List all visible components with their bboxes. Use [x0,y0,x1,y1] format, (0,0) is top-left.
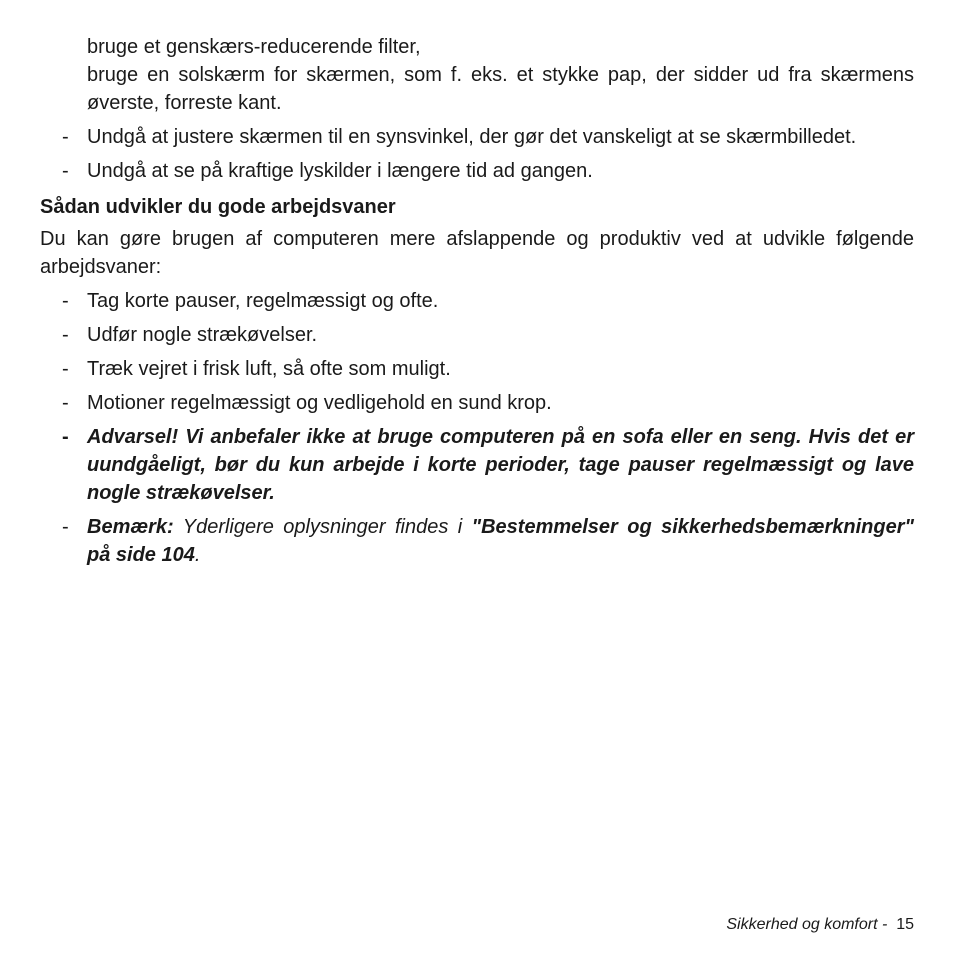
list-item-text: Træk vejret i frisk luft, så ofte som muligt. [87,358,451,380]
list-item-text: Tag korte pauser, regelmæssigt og ofte. [87,290,439,312]
list-item-text: Undgå at justere skærmen til en synsvinkel, der gør det vanskeligt at se skærmbilledet. [87,126,857,148]
list-item [40,123,914,151]
bullet-dash: - [62,290,69,312]
note-reference-link[interactable]: "Bestemmelser og sikkerhedsbemærkninger" på side 104 [87,516,914,566]
continuation-block [40,33,914,117]
bullet-dash: - [62,426,69,448]
note-end: . [194,544,201,566]
note-body [87,513,914,569]
warning-item [40,423,914,507]
list-item [40,389,914,417]
bullet-dash: - [62,516,69,538]
bullet-dash: - [62,324,69,346]
page-footer [726,916,914,934]
list-item [40,287,914,315]
continuation-line: bruge en solskærm for skærmen, som f. eks. et stykke pap, der sidder ud fra skærmens øverste, forreste kant. [87,64,914,114]
note-item [40,513,914,569]
section-heading: Sådan udvikler du gode arbejdsvaner [40,196,396,218]
list-item-text: Udfør nogle strækøvelser. [87,324,318,346]
bullet-dash: - [62,358,69,380]
warning-text: Advarsel! Vi anbefaler ikke at bruge computeren på en sofa eller en seng. Hvis det er uundgåeligt, bør du kun arbejde i korte perioder, tage pauser regelmæssigt og lave nogle strækøvelser. [87,426,914,504]
bullet-dash: - [62,392,69,414]
bullet-dash: - [62,126,69,148]
list-item [40,355,914,383]
note-label: Bemærk: [87,516,174,538]
footer-section-title: Sikkerhed og komfort - [726,916,897,933]
continuation-line: bruge et genskærs-reducerende filter, [87,36,421,58]
page-number: 15 [896,916,914,933]
list-item [40,157,914,185]
list-item-text: Motioner regelmæssigt og vedligehold en sund krop. [87,392,552,414]
bullet-dash: - [62,160,69,182]
intro-paragraph: Du kan gøre brugen af computeren mere afslappende og produktiv ved at udvikle følgende arbejdsvaner: [40,228,914,278]
note-text: Yderligere oplysninger findes i [173,516,472,538]
list-item [40,321,914,349]
list-item-text: Undgå at se på kraftige lyskilder i længere tid ad gangen. [87,160,593,182]
document-page [40,33,914,569]
